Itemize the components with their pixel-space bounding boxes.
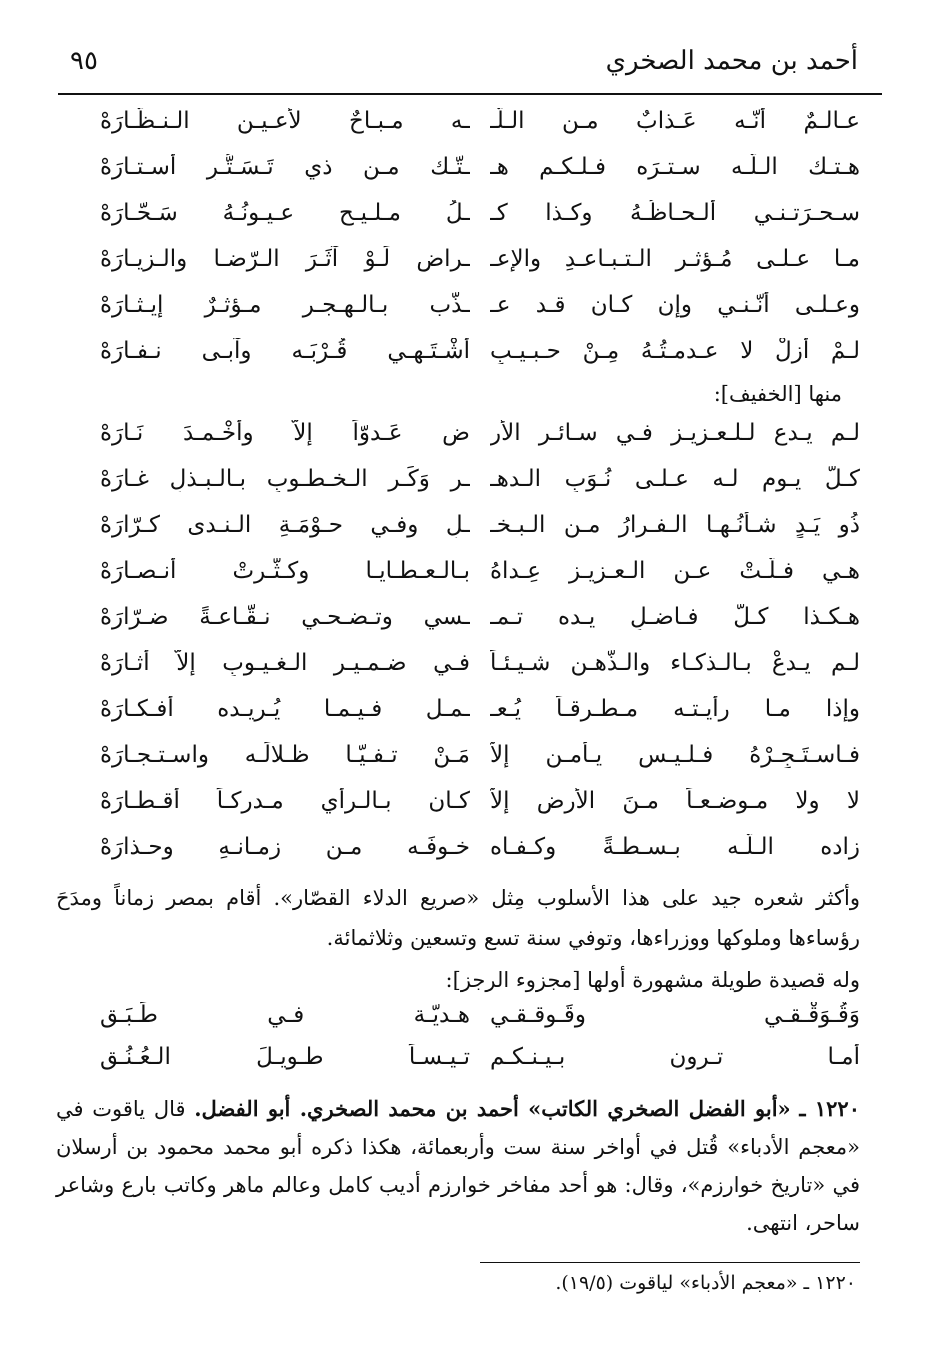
verse-line <box>80 246 860 290</box>
verse-line <box>80 558 860 602</box>
verse-line <box>80 512 860 556</box>
verse-first-hemistich: أمـا تـرون بـيـنـكـم <box>490 1044 860 1070</box>
verse-second-hemistich: ـرِ وَكَـرِ الـخـطـوبِ بـالـبـذلِ غـارَهْ <box>100 466 470 492</box>
verse-second-hemistich: خـوفَـه مـن زمـانـهِ وحـذارَهْ <box>100 834 470 860</box>
verse-first-hemistich: كـلَّ يـومٍ لـه عـلـى نُـوَبِ الـدهـ <box>490 466 860 492</box>
verse-line <box>80 108 860 152</box>
verse-first-hemistich: لا ولا مـوضـعـاً مـنَ الأرضِ إلاّ <box>490 788 860 814</box>
verse-first-hemistich: ذُو يَـدٍ شـأنُـهـا الـفـرارُ مـن الـبـخـ <box>490 512 860 538</box>
verse-line <box>80 292 860 336</box>
running-header-title: أحمد بن محمد الصخري <box>605 46 858 76</box>
verse-first-hemistich: لـم يـدعْ بـالـذكـاء والـذّهـن شـيـئـاً <box>490 650 860 676</box>
page-number: ٩٥ <box>70 46 98 76</box>
verse-first-hemistich: عـالـمٌ أنّـه عَـذابٌ مـن الـلّـ <box>490 108 860 134</box>
verse-first-hemistich: هـتـك الـلّـه سـتـرَه فـلـكـم هـ <box>490 154 860 180</box>
verse-second-hemistich: ـذّب بـالـهـجـرِ مـؤثـرٌ إيـثـارَهْ <box>100 292 470 318</box>
verse-second-hemistich: ـمـل فـيـمـا يُـريـده أفـكـارَهْ <box>100 696 470 722</box>
verse-line <box>80 1002 860 1046</box>
verse-second-hemistich: ـلُ مـلـيـحٍ عـيـونُـهُ سَـحّـارَهْ <box>100 200 470 226</box>
verse-first-hemistich: هـكـذا كـلُّ فـاضـلٍ يـده تـمـ <box>490 604 860 630</box>
verse-first-hemistich: سـحـرَتـنـي ألـحـاظُـهُ وكـذا كـ <box>490 200 860 226</box>
verse-line <box>80 338 860 382</box>
biography-entry <box>56 1090 860 1242</box>
verse-line <box>80 466 860 510</box>
verse-line <box>80 696 860 740</box>
verse-second-hemistich: ـسي وتـضـحـي نـقّـاعـةً ضـرّارَهْ <box>100 604 470 630</box>
verse-second-hemistich: ـتّـك مـن ذي تَـسَـتُّـرٍ أسـتـارَهْ <box>100 154 470 180</box>
verse-first-hemistich: مـا عـلـى مُـؤثـرِ الـتـبـاعـدِ والإعـ <box>490 246 860 272</box>
verse-second-hemistich: أشْـتَـهـي قُـرْبَـه وآبـى نـفـارَهْ <box>100 338 470 364</box>
verse-second-hemistich: ـلِ وفـي حـوْمَـةِ الـنـدى كـرّارَهْ <box>100 512 470 538</box>
verse-line <box>80 154 860 198</box>
verse-second-hemistich: ـه مـبـاحٌ لأعـيـنِ الـنـظّـارَهْ <box>100 108 470 134</box>
verse-line <box>80 1044 860 1088</box>
verse-first-hemistich: لـم يـدع لـلـعـزيـزِ فـي سـائـرِ الأر <box>490 420 860 446</box>
prose-paragraph: وأكثر شعره جيد على هذا الأسلوب مِثل «صريع الدلاء القصّار». أقام بمصر زماناً ومدَحَ رؤساءها وملوكها ووزراءها، وتوفي سنة تسع وتسعين وثلاثمائة. <box>56 886 860 950</box>
entry-number: ١٢٢٠ ـ <box>799 1096 860 1121</box>
verse-line <box>80 834 860 878</box>
verse-second-hemistich: هـديّـة فـي طَـبَـقِ <box>100 1002 470 1028</box>
verse-line <box>80 788 860 832</box>
verse-first-hemistich: وإذا مـا رأيـتـه مـطـرقـاً يُـعـ <box>490 696 860 722</box>
verse-first-hemistich: لـمْ أزلْ لا عـدمـتُـهُ مِـنْ حـبـيـبٍ <box>490 338 860 364</box>
entry-heading: «أبو الفضل الصخري الكاتب» أحمد بن محمد الصخري. أبو الفضل. <box>194 1096 791 1121</box>
verse-second-hemistich: كـان بـالـرأي مـدركـاً أقـطـارَهْ <box>100 788 470 814</box>
header-divider <box>58 93 882 95</box>
entry-body: قال ياقوت في «معجم الأدباء» قُتل في أواخر سنة ست وأربعمائة، هكذا ذكره أبو محمد محمود بن أرسلان في «تاريخ خوارزم»، وقال: هو أحد مفاخر خوارزم أديب كامل وعالم ماهر وكاتب بارع وشاعر ساحر، انتهى. <box>56 1097 860 1235</box>
verse-first-hemistich: هـي فـلّـتْ عـن الـعـزيـزِ عِـداهُ <box>490 558 860 584</box>
verse-second-hemistich: تـيـسـاً طـويـلَ الـعُـنُـقِ <box>100 1044 470 1070</box>
verse-line <box>80 604 860 648</box>
meter-label: منها [الخفيف]: <box>713 382 842 406</box>
footnote-divider <box>480 1262 860 1263</box>
verse-second-hemistich: ضِ عَـدوّاً إلاّ وأخْـمـدَ نَـارَهْ <box>100 420 470 446</box>
verse-second-hemistich: بـالـعـطـايـا وكـثّـرتْ أنـصـارَهْ <box>100 558 470 584</box>
verse-first-hemistich: وعـلـى أنّـنـي وإن كـان قـد عـ <box>490 292 860 318</box>
verse-second-hemistich: ـراضِ لَـوْ آثَـرَ الـرّضـا والـزيـارَهْ <box>100 246 470 272</box>
verse-second-hemistich: فـي ضـمـيـرِ الـغـيـوبِ إلاّ أثـارَهْ <box>100 650 470 676</box>
verse-line <box>80 200 860 244</box>
verse-line <box>80 742 860 786</box>
verse-line <box>80 420 860 464</box>
verse-first-hemistich: فـاسـتَـجِـرْهُ فـلـيـس يـأمـن إلاّ <box>490 742 860 768</box>
footnote: ١٢٢٠ ـ «معجم الأدباء» لياقوت (١٩/٥). <box>555 1272 856 1294</box>
verse-second-hemistich: مَـنْ تـفـيّـا ظـلالَـه واسـتـجـارَهْ <box>100 742 470 768</box>
verse-line <box>80 650 860 694</box>
poem-intro: وله قصيدة طويلة مشهورة أولها [مجزوء الرجز]: <box>445 968 860 992</box>
verse-first-hemistich: وَقُـوَقْـقـي وقَـوقـقـي <box>490 1002 860 1028</box>
verse-first-hemistich: زاده الـلّـه بـسـطـةً وكـفـاه <box>490 834 860 860</box>
